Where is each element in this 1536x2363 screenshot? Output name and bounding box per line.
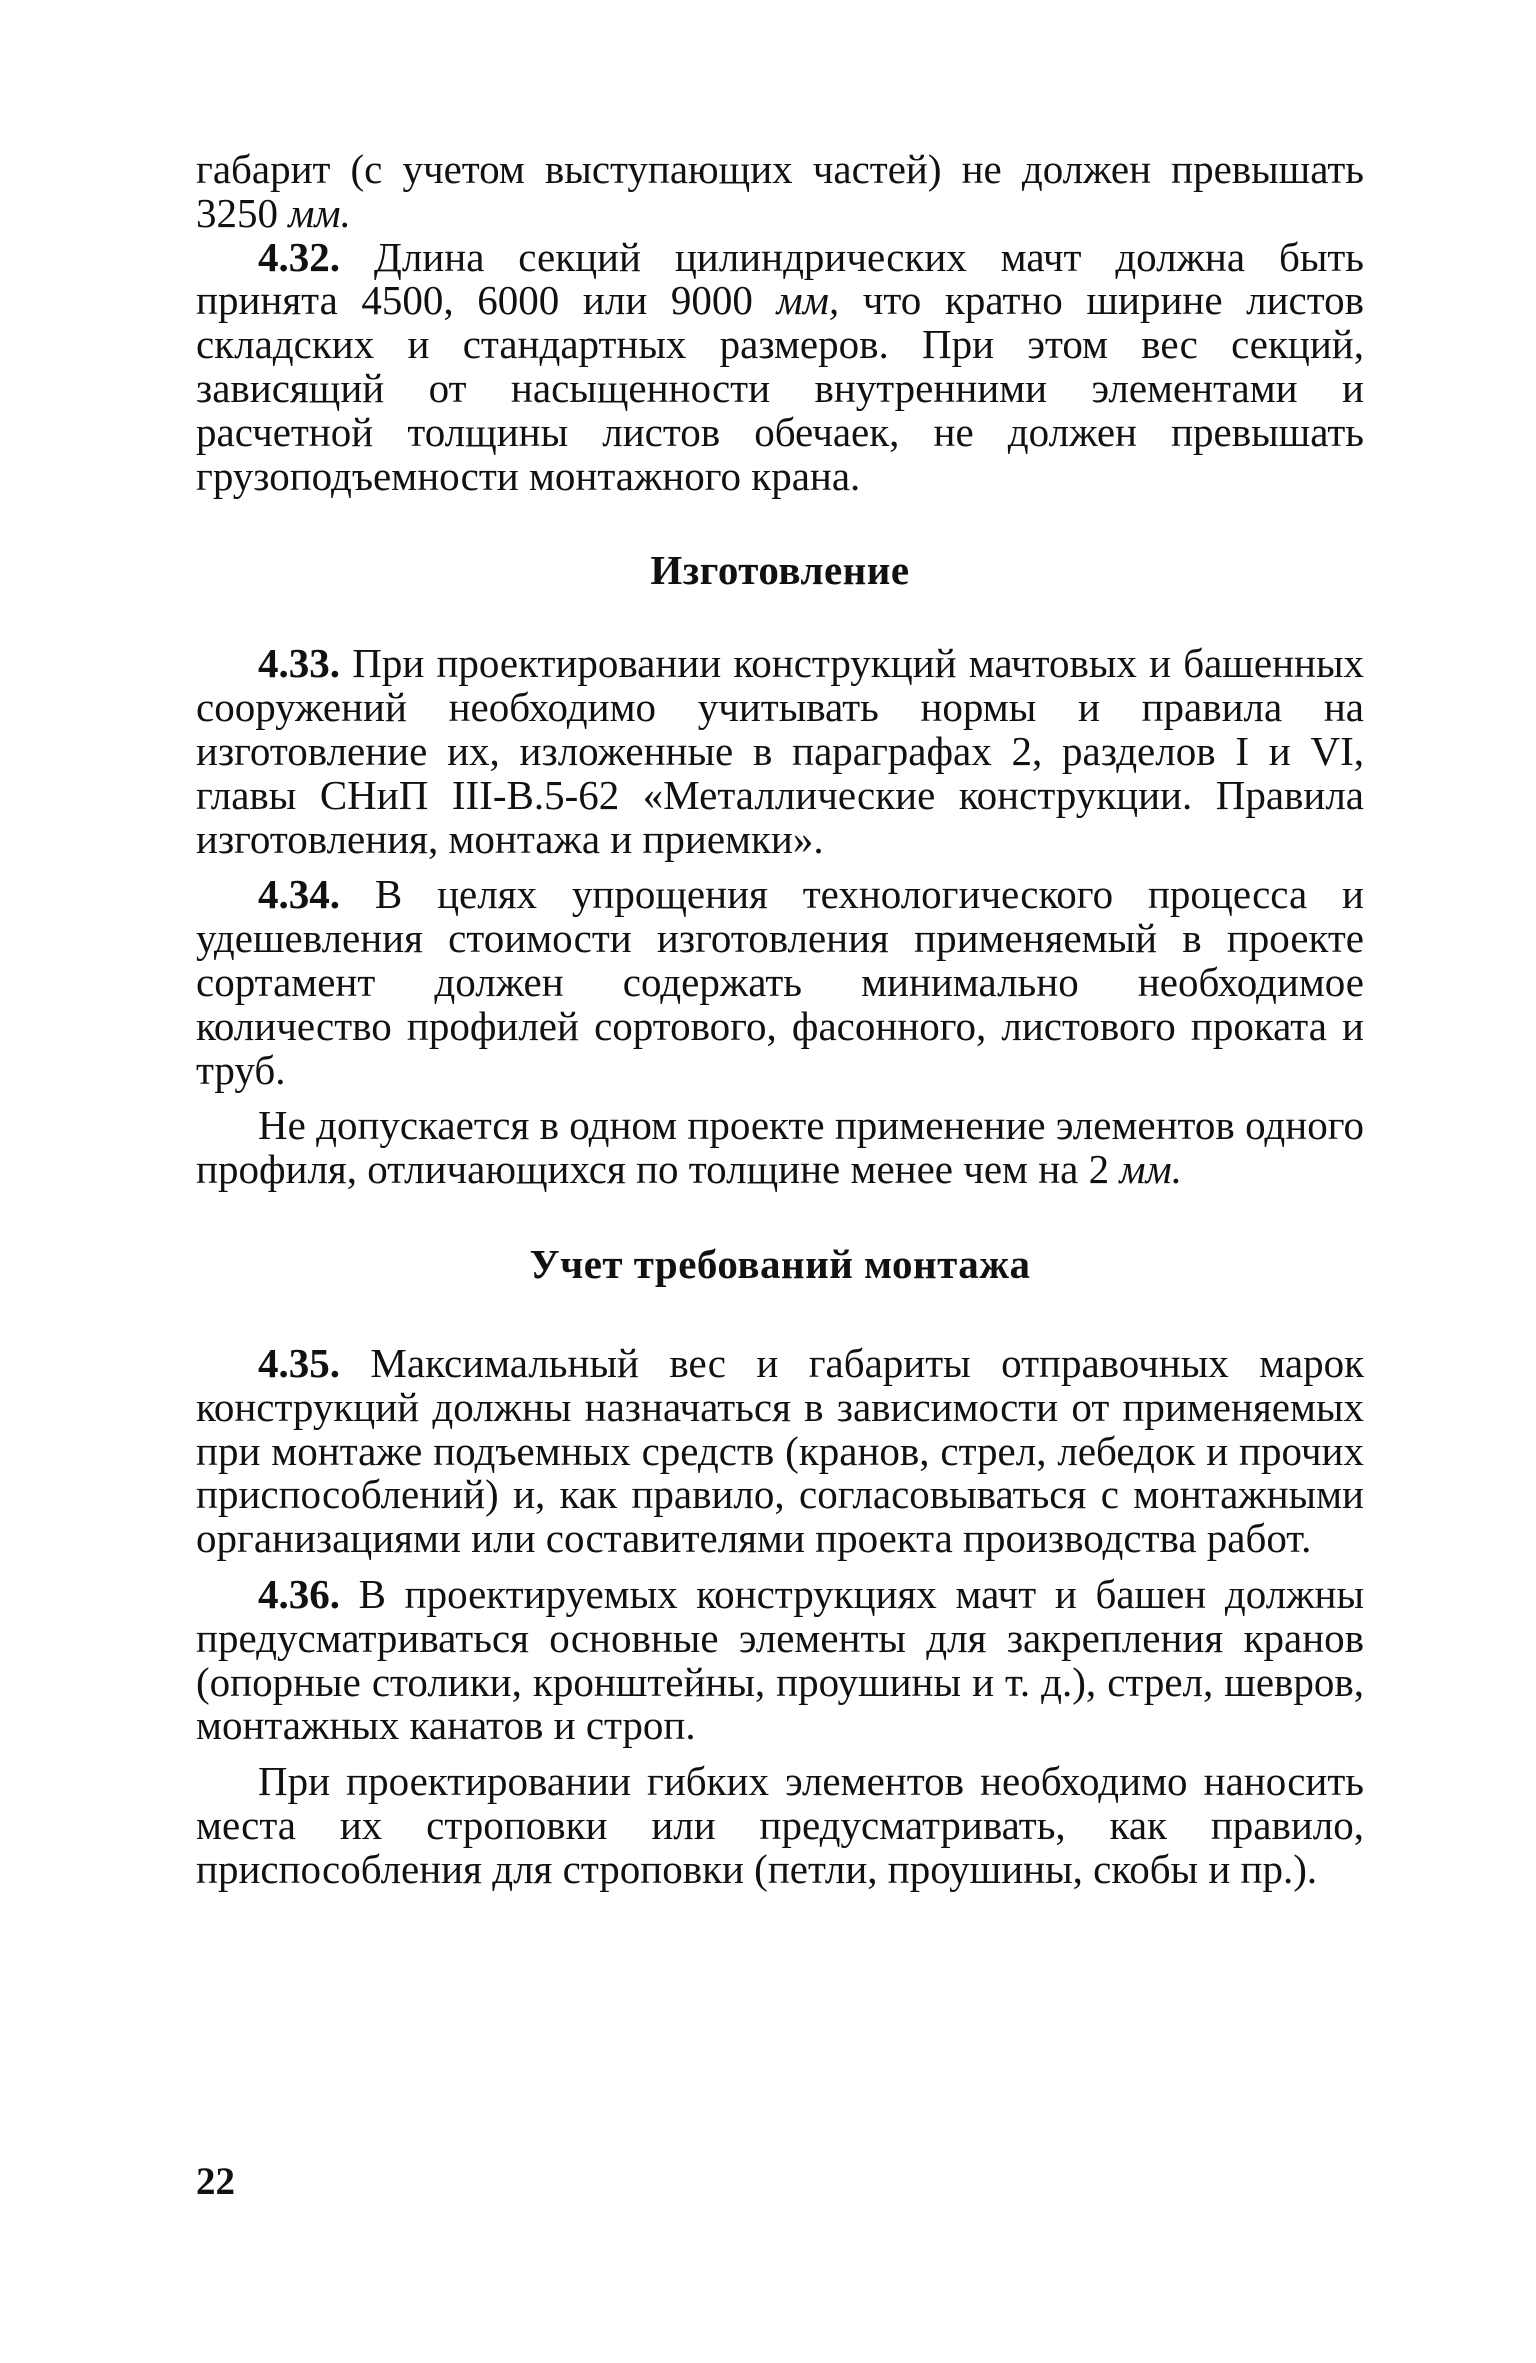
unit-mm: мм, [776, 277, 840, 324]
paragraph-profile-restriction [196, 1104, 1364, 1192]
clause-number: 4.36. [258, 1570, 340, 1617]
paragraph-4-34 [196, 873, 1364, 1092]
clause-number: 4.32. [258, 233, 340, 280]
paragraph-text: В целях упрощения технологического процесса и удешевления стоимости изготовления применяемый в проекте сортамент должен содержать минимально необходимое количество профилей сортового, фасонного, листового проката и труб. [196, 871, 1364, 1093]
paragraph-4-33 [196, 642, 1364, 861]
paragraph-text: При проектировании гибких элементов необходимо наносить места их строповки или предусматривать, как правило, приспособления для строповки (петли, проушины, скобы и пр.). [196, 1758, 1364, 1892]
section-heading-manufacturing: Изготовление [650, 547, 910, 594]
page-number: 22 [196, 2160, 235, 2203]
paragraph-text-rest: что кратно ширине листов складских и стандартных размеров. При этом вес секций, зависящий от насыщенности внутренними элементами и расчетной толщины листов обечаек, не должен превышать грузоподъемности монтажного крана. [196, 277, 1364, 499]
paragraph-text: При проектировании конструкций мачтовых и башенных сооружений необходимо учитывать нормы и правила на изготовление их, изложенные в параграфах 2, разделов I и VI, главы СНиП III-В.5-62 «Металлические конструкции. Правила изготовления, монтажа и приемки». [196, 640, 1364, 862]
paragraph-4-32 [196, 233, 1364, 499]
clause-number: 4.33. [258, 640, 340, 687]
paragraph-continuation [196, 148, 1364, 236]
paragraph-text: В проектируемых конструкциях мачт и башен должны предусматриваться основные элементы для закрепления кранов (опорные столики, кронштейны, проушины и т. д.), стрел, шевров, монтажных канатов и строп. [196, 1570, 1364, 1749]
paragraph-text: Не допускается в одном проекте применение элементов одного профиля, отличающихся по толщине менее чем на 2 [196, 1102, 1364, 1193]
section-heading-installation: Учет требований монтажа [529, 1240, 1031, 1287]
clause-number: 4.35. [258, 1339, 340, 1386]
paragraph-text: Максимальный вес и габариты отправочных марок конструкций должны назначаться в зависимости от применяемых при монтаже подъемных средств (кранов, стрел, лебедок и прочих приспособлений) и, как правило, согласовываться с монтажными организациями или составителями проекта производства работ. [196, 1339, 1364, 1562]
paragraph-4-35 [196, 1339, 1364, 1562]
paragraph-flexible-elements [196, 1760, 1364, 1891]
paragraph-4-36 [196, 1570, 1364, 1749]
unit-mm: мм. [1119, 1146, 1182, 1193]
clause-number: 4.34. [258, 871, 340, 918]
text-column [196, 148, 1364, 1892]
paragraph-text: Длина секций цилиндрических мачт должна быть принята 4500, 6000 или 9000 [196, 233, 1364, 324]
paragraph-text: габарит (с учетом выступающих частей) не должен превышать 3250 [196, 146, 1364, 236]
unit-mm: мм. [288, 189, 351, 236]
